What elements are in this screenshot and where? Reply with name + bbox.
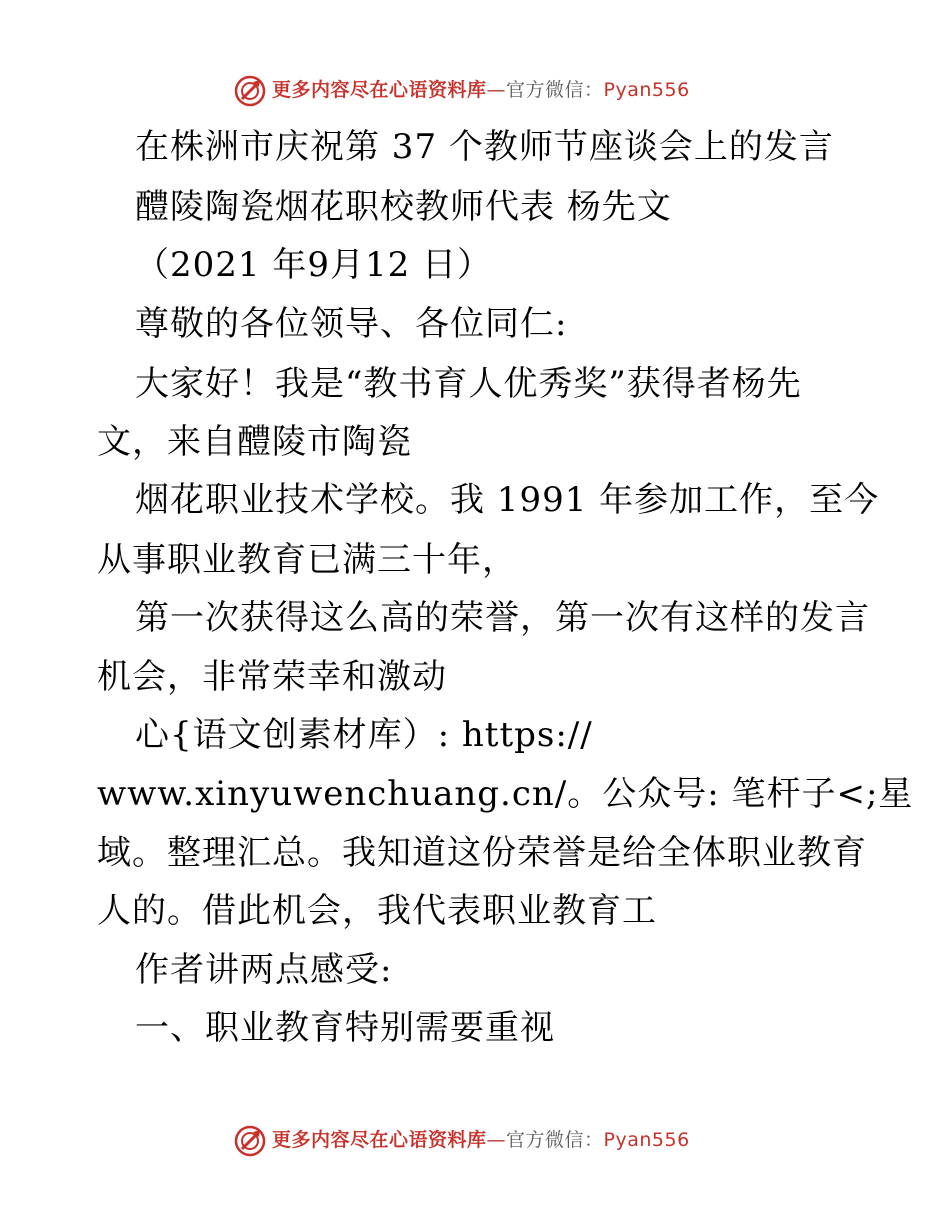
banner-wechat-id: Pyan556 <box>603 79 690 101</box>
footer-banner <box>0 1120 950 1160</box>
paragraph-line: 机会，非常荣幸和激动 <box>97 657 447 697</box>
banner-dash: — <box>486 1129 507 1151</box>
paragraph-line: 大家好！我是“教书育人优秀奖”获得者杨先 <box>135 364 802 404</box>
banner-text <box>272 78 690 102</box>
banner-main-text: 更多内容尽在心语资料库 <box>272 1129 487 1151</box>
paragraph-line: 文，来自醴陵市陶瓷 <box>97 422 412 462</box>
section-heading: 一、职业教育特别需要重视 <box>135 1008 555 1048</box>
banner-text <box>272 1128 690 1152</box>
logo-circle-icon <box>233 1124 267 1158</box>
header-banner <box>0 70 950 110</box>
salutation: 尊敬的各位领导、各位同仁: <box>135 304 568 344</box>
logo-circle-icon <box>233 74 267 108</box>
banner-dash: — <box>486 79 507 101</box>
banner-wechat-id: Pyan556 <box>603 1129 690 1151</box>
paragraph-line: 烟花职业技术学校。我 1991 年参加工作，至今 <box>135 480 880 520</box>
banner-official-label: 官方微信： <box>506 79 604 101</box>
paragraph-line: 域。整理汇总。我知道这份荣誉是给全体职业教育 <box>97 833 867 873</box>
paragraph-line: 作者讲两点感受: <box>135 950 393 990</box>
paragraph-line: 从事职业教育已满三十年， <box>97 540 517 580</box>
document-author: 醴陵陶瓷烟花职校教师代表 杨先文 <box>135 187 672 227</box>
document-title: 在株洲市庆祝第 37 个教师节座谈会上的发言 <box>135 127 834 167</box>
document-date: （2021 年9月12 日） <box>135 245 493 285</box>
paragraph-line: 人的。借此机会，我代表职业教育工 <box>97 891 657 931</box>
banner-official-label: 官方微信： <box>506 1129 604 1151</box>
banner-main-text: 更多内容尽在心语资料库 <box>272 79 487 101</box>
paragraph-line: 第一次获得这么高的荣誉，第一次有这样的发言 <box>135 598 870 638</box>
paragraph-line: www.xinyuwenchuang.cn/。公众号: 笔杆子<;星 <box>97 774 914 814</box>
paragraph-line: 心{语文创素材库）: https:// <box>135 715 593 755</box>
